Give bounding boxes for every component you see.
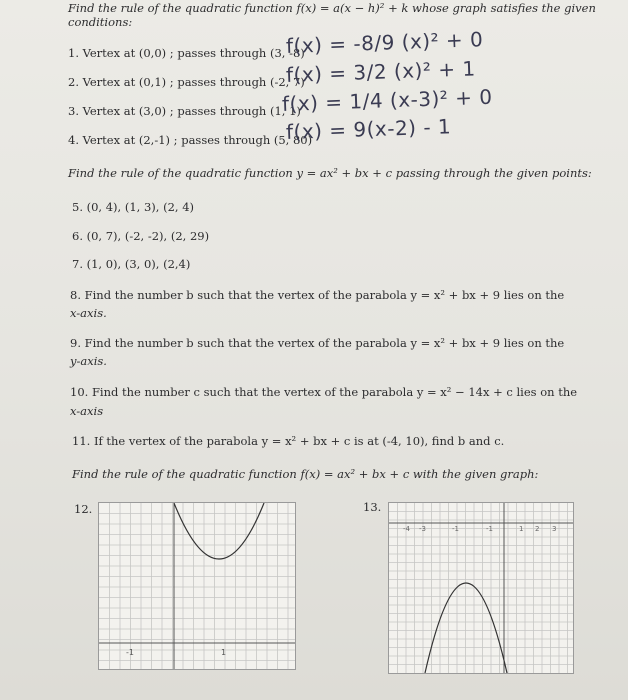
section3-heading: Find the rule of the quadratic function f(x) = ax² + bx + c with the given graph: (72, 467, 539, 481)
problem-11: 11. If the vertex of the parabola y = x² + bx + c is at (-4, 10), find b and c. (72, 434, 505, 448)
tick-label: 1 (519, 525, 524, 533)
graph-13-label: 13. (363, 500, 382, 514)
problem-2: 2. Vertex at (0,1) ; passes through (-2, 7) (68, 75, 305, 89)
graph-12-plot (99, 503, 295, 669)
graph-12 (98, 502, 296, 670)
problem-8: 8. Find the number b such that the vertex of the parabola y = x² + bx + 9 lies on the (70, 288, 565, 302)
problem-10: 10. Find the number c such that the vertex of the parabola y = x² − 14x + c lies on the (70, 385, 578, 399)
tick-label: 3 (552, 525, 557, 533)
handwritten-answer-2: f(x) = 3/2 (x)² + 1 (285, 56, 476, 87)
tick-label: 2 (535, 525, 540, 533)
handwritten-answer-4: f(x) = 9(x-2) - 1 (285, 114, 452, 144)
problem-4: 4. Vertex at (2,-1) ; passes through (5, 80) (68, 133, 313, 147)
section1-heading: Find the rule of the quadratic function f(x) = a(x − h)² + k whose graph satisfies the given (68, 1, 596, 15)
tick-label: -1 (126, 648, 134, 657)
problem-10-cont: x-axis (70, 404, 104, 418)
tick-label: -3 (419, 525, 426, 533)
problem-8-cont: x-axis. (70, 306, 107, 320)
tick-label: -4 (403, 525, 410, 533)
tick-label: -1 (452, 525, 459, 533)
handwritten-answer-1: f(x) = -8/9 (x)² + 0 (285, 27, 484, 58)
tick-label: -1 (486, 525, 493, 533)
problem-6: 6. (0, 7), (-2, -2), (2, 29) (72, 229, 210, 243)
problem-9-cont: y-axis. (70, 354, 107, 368)
graph-12-label: 12. (74, 502, 93, 516)
problem-3: 3. Vertex at (3,0) ; passes through (1, 1) (68, 104, 301, 118)
problem-1: 1. Vertex at (0,0) ; passes through (3, -8) (68, 46, 305, 60)
graph-13-plot (389, 503, 573, 673)
problem-7: 7. (1, 0), (3, 0), (2,4) (72, 257, 191, 271)
graph-13 (388, 502, 574, 674)
section2-heading: Find the rule of the quadratic function y = ax² + bx + c passing through the given points: (68, 166, 592, 180)
parabola-curve (174, 503, 264, 559)
problem-9: 9. Find the number b such that the vertex of the parabola y = x² + bx + 9 lies on the (70, 336, 565, 350)
tick-label: 1 (221, 648, 227, 657)
handwritten-answer-3: f(x) = 1/4 (x-3)² + 0 (281, 84, 493, 116)
problem-5: 5. (0, 4), (1, 3), (2, 4) (72, 200, 195, 214)
section1-heading-cont: conditions: (68, 15, 133, 29)
